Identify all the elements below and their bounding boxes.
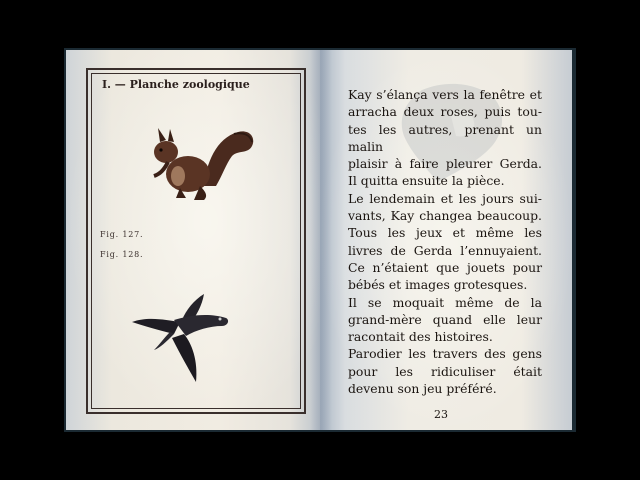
story-line: grand-mère quand elle leur (348, 311, 542, 327)
story-line: bébés et images grotesques. (348, 277, 528, 293)
plate-title: I. — Planche zoologique (102, 78, 250, 91)
fig-label-128: Fig. 128. (100, 250, 144, 259)
story-line: plaisir à faire pleurer Gerda. (348, 156, 542, 172)
story-line: vants, Kay changea beaucoup. (348, 208, 542, 224)
story-line: Ce n’étaient que jouets pour (348, 259, 542, 275)
story-line: Il se moquait même de la (348, 294, 542, 310)
page-number: 23 (434, 408, 448, 421)
story-line: pour les ridiculiser était (348, 363, 542, 379)
story-line: racontait des histoires. (348, 329, 493, 345)
left-page[interactable] (66, 50, 320, 430)
story-line: arracha deux roses, puis tou- (348, 104, 542, 120)
story-line: devenu son jeu préféré. (348, 381, 497, 397)
plate-frame (86, 68, 306, 414)
story-line: tes les autres, prenant un malin (348, 121, 542, 154)
story-line: livres de Gerda l’ennuyaient. (348, 242, 542, 258)
bird-icon[interactable] (130, 290, 234, 384)
open-book (64, 48, 576, 432)
story-line: Tous les jeux et même les (348, 225, 542, 241)
fig-label-127: Fig. 127. (100, 230, 144, 239)
story-line: Il quitta ensuite la pièce. (348, 173, 505, 189)
story-line: Kay s’élança vers la fenêtre et (348, 87, 542, 102)
story-text (348, 86, 542, 397)
right-page[interactable] (320, 50, 572, 430)
squirrel-icon[interactable] (146, 124, 258, 204)
story-line: Parodier les travers des gens (348, 346, 542, 362)
story-line: Le lendemain et les jours sui- (348, 190, 542, 206)
